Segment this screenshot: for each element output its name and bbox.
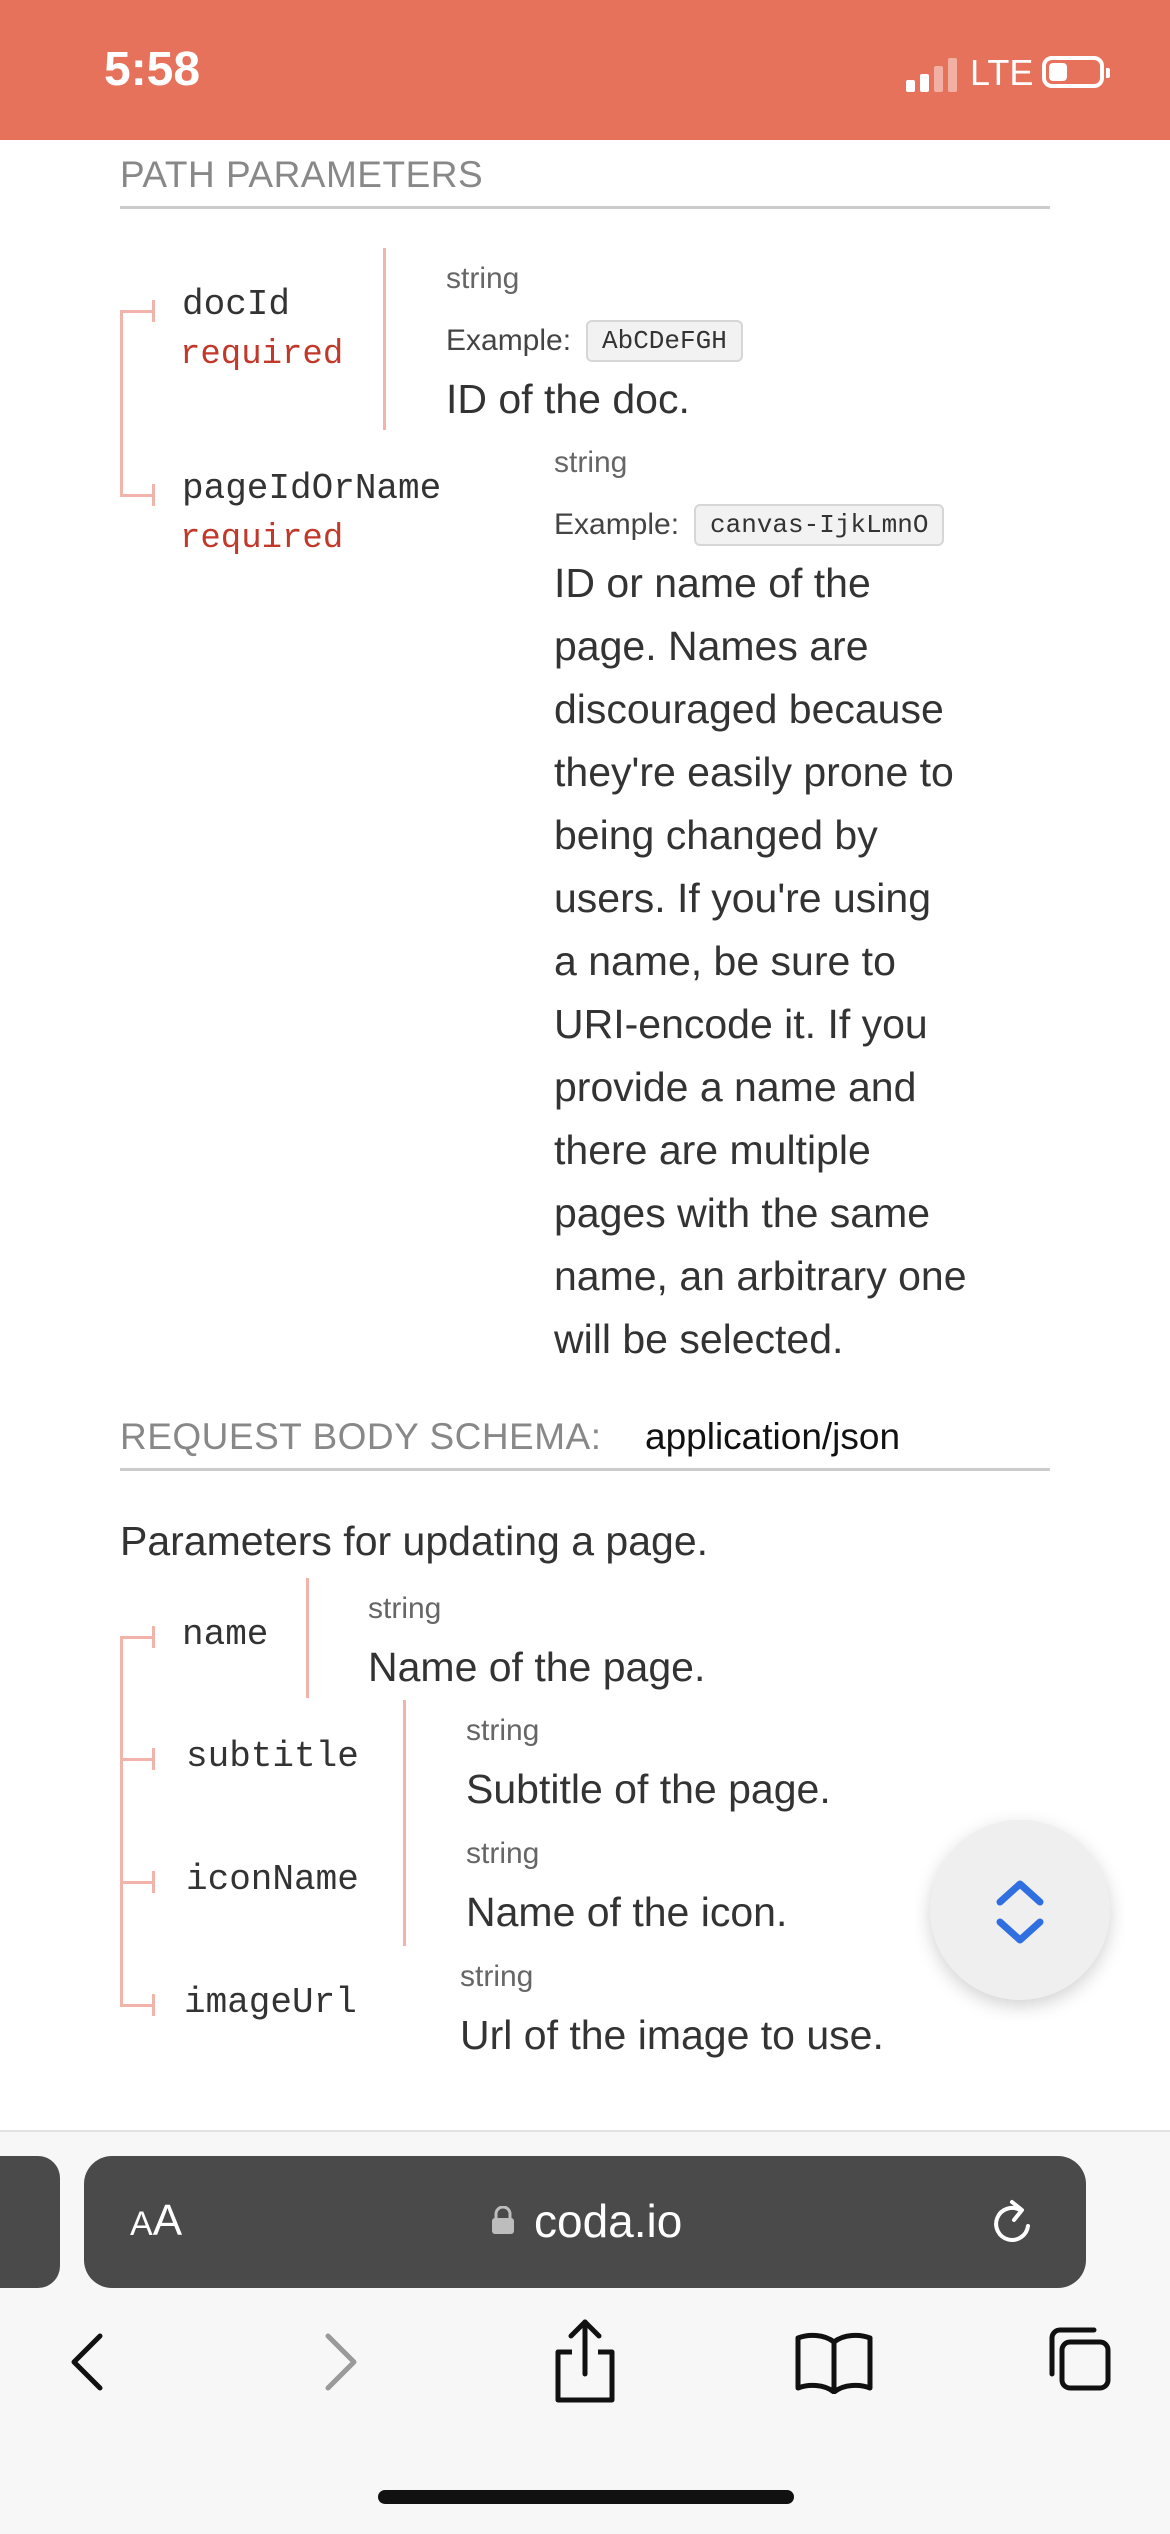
tree-branch [120,310,154,313]
tree-branch [152,1626,155,1648]
param-type: string [460,1960,534,1993]
reader-options-button[interactable] [130,2196,182,2246]
param-type: string [554,446,628,479]
home-indicator[interactable] [378,2490,794,2504]
tree-branch [120,494,154,497]
request-body-title: REQUEST BODY SCHEMA: [120,1416,602,1457]
param-name-subtitle: subtitle [186,1736,359,1777]
description-line: will be selected. [554,1316,844,1362]
example-value: canvas-IjkLmnO [694,504,944,546]
chevron-up-down-icon [930,1820,1110,2000]
request-body-intro: Parameters for updating a page. [120,1518,709,1564]
param-description: Name of the icon. [466,1889,788,1935]
scroll-toggle-button[interactable] [930,1820,1110,2000]
description-line: users. If you're using [554,875,932,921]
tree-line [120,1636,123,2006]
description-line: provide a name and [554,1064,917,1110]
lock-icon [490,2206,516,2234]
description-line: pages with the same [554,1190,931,1236]
description-line: there are multiple [554,1127,871,1173]
tree-branch [120,1636,154,1639]
forward-icon[interactable] [314,2330,364,2394]
param-description: Subtitle of the page. [466,1766,831,1812]
battery-icon [1042,56,1104,88]
param-name-docId: docId [182,284,291,325]
description-line: name, an arbitrary one [554,1253,967,1299]
tree-branch [120,1881,154,1884]
aa-large-glyph: A [152,2196,183,2245]
content-type: application/json [645,1416,901,1457]
description-line: ID or name of the [554,560,871,606]
param-name-iconName: iconName [186,1859,359,1900]
tabs-icon[interactable] [1044,2324,1114,2394]
param-name-pageIdOrName: pageIdOrName [182,468,442,509]
signal-icon [906,58,958,92]
description-line: discouraged because [554,686,944,732]
url-domain[interactable]: coda.io [534,2195,683,2247]
aa-small-glyph: A [130,2205,153,2243]
reload-icon[interactable] [990,2196,1038,2248]
path-parameters-title: PATH PARAMETERS [120,154,484,195]
example-label: Example: [446,324,572,357]
back-icon[interactable] [64,2330,114,2394]
param-separator [403,1700,406,1946]
tree-branch [120,2004,154,2007]
tree-branch [152,1748,155,1770]
param-description: Name of the page. [368,1644,706,1690]
description-line: URI-encode it. If you [554,1001,928,1047]
param-type: string [446,262,520,295]
required-label: required [180,520,344,558]
param-separator [306,1578,309,1698]
param-name-imageUrl: imageUrl [184,1982,357,2023]
bookmarks-icon[interactable] [794,2330,874,2394]
status-time: 5:58 [104,43,201,96]
example-label: Example: [554,508,680,541]
previous-tab-preview[interactable] [0,2156,60,2288]
tree-branch [120,1758,154,1761]
section-divider [120,206,1050,209]
param-type: string [368,1592,442,1625]
param-description [554,552,1114,1371]
tree-line [120,310,123,496]
section-divider [120,1468,1050,1471]
tree-branch [152,1994,155,2016]
tree-branch [152,1871,155,1893]
param-type: string [466,1837,540,1870]
description-line: they're easily prone to [554,749,954,795]
description-line: page. Names are [554,623,869,669]
share-icon[interactable] [550,2318,620,2404]
description-line: being changed by [554,812,878,858]
description-line: a name, be sure to [554,938,896,984]
required-label: required [180,336,344,374]
example-value: AbCDeFGH [586,320,743,362]
param-type: string [466,1714,540,1747]
network-label: LTE [970,52,1034,93]
param-description: ID of the doc. [446,376,690,422]
param-description: Url of the image to use. [460,2012,884,2058]
param-name-name: name [182,1614,269,1655]
param-separator [383,248,386,430]
tree-branch [152,484,155,506]
tree-branch [152,300,155,322]
